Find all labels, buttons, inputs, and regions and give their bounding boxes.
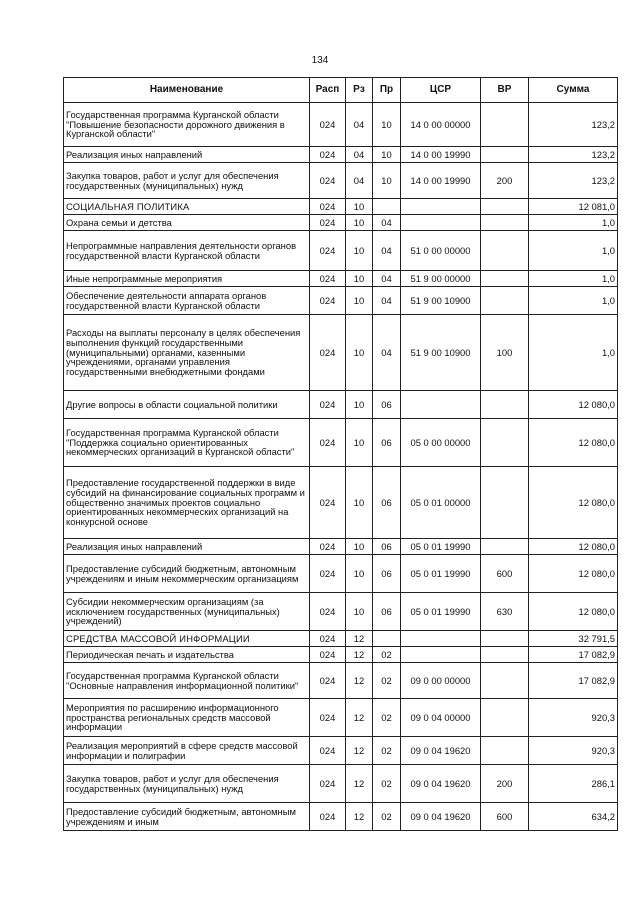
cell-rz: 10 [346, 391, 373, 419]
cell-rz: 12 [346, 765, 373, 803]
cell-sum: 32 791,5 [529, 631, 618, 647]
cell-pr: 06 [373, 391, 401, 419]
cell-rz: 04 [346, 147, 373, 163]
cell-pr: 06 [373, 593, 401, 631]
cell-csr: 05 0 01 19990 [401, 593, 481, 631]
cell-pr [373, 199, 401, 215]
cell-sum: 1,0 [529, 271, 618, 287]
cell-csr: 51 9 00 10900 [401, 315, 481, 391]
cell-pr: 02 [373, 737, 401, 765]
cell-csr: 05 0 01 19990 [401, 555, 481, 593]
cell-vr [481, 467, 529, 539]
cell-sum: 12 080,0 [529, 539, 618, 555]
cell-pr: 06 [373, 467, 401, 539]
cell-vr [481, 647, 529, 663]
cell-vr: 600 [481, 555, 529, 593]
cell-pr: 06 [373, 555, 401, 593]
header-sum: Сумма [529, 78, 618, 103]
cell-rasp: 024 [310, 215, 346, 231]
cell-rasp: 024 [310, 631, 346, 647]
cell-rz: 10 [346, 467, 373, 539]
header-csr: ЦСР [401, 78, 481, 103]
cell-rz: 12 [346, 803, 373, 831]
cell-rasp: 024 [310, 467, 346, 539]
cell-sum: 17 082,9 [529, 647, 618, 663]
cell-sum: 1,0 [529, 287, 618, 315]
cell-rz: 10 [346, 215, 373, 231]
table-row [64, 315, 618, 391]
cell-rz: 10 [346, 271, 373, 287]
cell-name: Охрана семьи и детства [64, 215, 310, 231]
cell-sum: 12 080,0 [529, 593, 618, 631]
cell-csr: 05 0 01 19990 [401, 539, 481, 555]
cell-vr [481, 419, 529, 467]
cell-name: Субсидии некоммерческим организациям (за исключением государственных (муниципальных) учреждений) [64, 593, 310, 631]
table-row [64, 803, 618, 831]
cell-csr: 14 0 00 19990 [401, 147, 481, 163]
cell-sum: 12 080,0 [529, 391, 618, 419]
cell-sum: 123,2 [529, 163, 618, 199]
cell-sum: 634,2 [529, 803, 618, 831]
cell-csr: 51 9 00 10900 [401, 287, 481, 315]
cell-rz: 12 [346, 631, 373, 647]
table-row [64, 147, 618, 163]
cell-name: Закупка товаров, работ и услуг для обеспечения государственных (муниципальных) нужд [64, 163, 310, 199]
cell-rz: 10 [346, 315, 373, 391]
cell-vr [481, 699, 529, 737]
cell-sum: 920,3 [529, 699, 618, 737]
cell-rasp: 024 [310, 103, 346, 147]
cell-sum: 123,2 [529, 103, 618, 147]
cell-name: Предоставление субсидий бюджетным, автономным учреждениям и иным некоммерческим организациям [64, 555, 310, 593]
cell-sum: 12 080,0 [529, 419, 618, 467]
cell-sum: 123,2 [529, 147, 618, 163]
cell-name: Предоставление государственной поддержки в виде субсидий на финансирование социальных программ и общественно значимых проектов социально ориентированных некоммерческих организаций на конкурсной основе [64, 467, 310, 539]
header-row [64, 78, 618, 103]
header-rz: Рз [346, 78, 373, 103]
cell-rasp: 024 [310, 803, 346, 831]
cell-vr: 100 [481, 315, 529, 391]
cell-pr: 04 [373, 287, 401, 315]
cell-csr [401, 215, 481, 231]
cell-name: Предоставление субсидий бюджетным, автономным учреждениям и иным [64, 803, 310, 831]
cell-name: Закупка товаров, работ и услуг для обеспечения государственных (муниципальных) нужд [64, 765, 310, 803]
budget-table [63, 77, 618, 831]
cell-rz: 04 [346, 163, 373, 199]
table-row [64, 737, 618, 765]
cell-sum: 286,1 [529, 765, 618, 803]
cell-vr [481, 103, 529, 147]
cell-vr [481, 147, 529, 163]
cell-rasp: 024 [310, 647, 346, 663]
cell-rz: 04 [346, 103, 373, 147]
cell-name: Другие вопросы в области социальной политики [64, 391, 310, 419]
table-row [64, 467, 618, 539]
cell-rasp: 024 [310, 539, 346, 555]
table-row [64, 555, 618, 593]
cell-name: Государственная программа Курганской области "Поддержка социально ориентированных некоммерческих организаций в Курганской области" [64, 419, 310, 467]
cell-sum: 12 080,0 [529, 467, 618, 539]
cell-pr: 10 [373, 163, 401, 199]
cell-csr [401, 199, 481, 215]
cell-pr: 02 [373, 663, 401, 699]
cell-csr: 14 0 00 19990 [401, 163, 481, 199]
cell-name: Реализация иных направлений [64, 147, 310, 163]
cell-pr: 02 [373, 803, 401, 831]
cell-pr: 10 [373, 147, 401, 163]
cell-rasp: 024 [310, 231, 346, 271]
cell-vr: 200 [481, 765, 529, 803]
cell-vr [481, 231, 529, 271]
table-row [64, 647, 618, 663]
cell-name: СРЕДСТВА МАССОВОЙ ИНФОРМАЦИИ [64, 631, 310, 647]
cell-pr: 06 [373, 419, 401, 467]
table-row [64, 539, 618, 555]
table-row [64, 631, 618, 647]
cell-rasp: 024 [310, 315, 346, 391]
table-row [64, 593, 618, 631]
cell-vr [481, 631, 529, 647]
cell-pr: 04 [373, 271, 401, 287]
cell-rz: 10 [346, 593, 373, 631]
cell-vr: 200 [481, 163, 529, 199]
cell-pr: 06 [373, 539, 401, 555]
cell-name: Реализация мероприятий в сфере средств массовой информации и полиграфии [64, 737, 310, 765]
cell-sum: 1,0 [529, 231, 618, 271]
cell-csr: 14 0 00 00000 [401, 103, 481, 147]
cell-pr: 02 [373, 699, 401, 737]
cell-vr: 600 [481, 803, 529, 831]
cell-vr [481, 737, 529, 765]
cell-csr: 05 0 01 00000 [401, 467, 481, 539]
cell-csr [401, 631, 481, 647]
header-pr: Пр [373, 78, 401, 103]
cell-name: Непрограммные направления деятельности органов государственной власти Курганской области [64, 231, 310, 271]
cell-name: Государственная программа Курганской области "Повышение безопасности дорожного движения в Курганской области" [64, 103, 310, 147]
cell-sum: 12 081,0 [529, 199, 618, 215]
table-row [64, 287, 618, 315]
cell-rz: 10 [346, 419, 373, 467]
cell-name: Государственная программа Курганской области "Основные направления информационной политики" [64, 663, 310, 699]
cell-name: Мероприятия по расширению информационного пространства региональных средств массовой информации [64, 699, 310, 737]
cell-rz: 10 [346, 231, 373, 271]
cell-vr [481, 663, 529, 699]
table-row [64, 199, 618, 215]
cell-rasp: 024 [310, 593, 346, 631]
cell-name: Реализация иных направлений [64, 539, 310, 555]
cell-pr: 04 [373, 315, 401, 391]
cell-name: Иные непрограммные мероприятия [64, 271, 310, 287]
table-row [64, 391, 618, 419]
cell-pr: 10 [373, 103, 401, 147]
page-number: 134 [311, 55, 329, 66]
cell-vr [481, 287, 529, 315]
table-row [64, 271, 618, 287]
cell-pr: 04 [373, 215, 401, 231]
cell-rz: 12 [346, 663, 373, 699]
cell-vr [481, 271, 529, 287]
cell-csr: 09 0 04 19620 [401, 765, 481, 803]
cell-rz: 10 [346, 539, 373, 555]
cell-vr [481, 199, 529, 215]
cell-rasp: 024 [310, 663, 346, 699]
cell-csr: 51 0 00 00000 [401, 231, 481, 271]
header-rasp: Расп [310, 78, 346, 103]
cell-name: Периодическая печать и издательства [64, 647, 310, 663]
cell-rasp: 024 [310, 271, 346, 287]
cell-name: Расходы на выплаты персоналу в целях обеспечения выполнения функций государственными (муниципальными) органами, казенными учреждениями, органами управления государственными внебюджетными фондами [64, 315, 310, 391]
table-row [64, 419, 618, 467]
table-row [64, 215, 618, 231]
cell-rasp: 024 [310, 199, 346, 215]
cell-pr: 04 [373, 231, 401, 271]
cell-rasp: 024 [310, 555, 346, 593]
cell-rz: 12 [346, 699, 373, 737]
table-row [64, 663, 618, 699]
cell-vr [481, 539, 529, 555]
cell-rasp: 024 [310, 419, 346, 467]
cell-pr: 02 [373, 765, 401, 803]
cell-rasp: 024 [310, 147, 346, 163]
cell-rz: 12 [346, 737, 373, 765]
cell-csr: 05 0 00 00000 [401, 419, 481, 467]
table-row [64, 163, 618, 199]
cell-csr: 09 0 00 00000 [401, 663, 481, 699]
cell-rz: 10 [346, 287, 373, 315]
cell-vr [481, 215, 529, 231]
table-row [64, 765, 618, 803]
cell-rasp: 024 [310, 287, 346, 315]
cell-sum: 1,0 [529, 315, 618, 391]
cell-pr [373, 631, 401, 647]
table-row [64, 231, 618, 271]
cell-csr: 51 9 00 00000 [401, 271, 481, 287]
header-name: Наименование [64, 78, 310, 103]
cell-rz: 10 [346, 199, 373, 215]
cell-csr [401, 391, 481, 419]
cell-rasp: 024 [310, 163, 346, 199]
cell-csr: 09 0 04 00000 [401, 699, 481, 737]
cell-csr [401, 647, 481, 663]
cell-rz: 10 [346, 555, 373, 593]
cell-sum: 920,3 [529, 737, 618, 765]
table-row [64, 699, 618, 737]
cell-rz: 12 [346, 647, 373, 663]
header-vr: ВР [481, 78, 529, 103]
cell-rasp: 024 [310, 391, 346, 419]
cell-rasp: 024 [310, 737, 346, 765]
cell-rasp: 024 [310, 699, 346, 737]
cell-sum: 12 080,0 [529, 555, 618, 593]
cell-csr: 09 0 04 19620 [401, 737, 481, 765]
cell-sum: 1,0 [529, 215, 618, 231]
cell-vr: 630 [481, 593, 529, 631]
cell-sum: 17 082,9 [529, 663, 618, 699]
cell-rasp: 024 [310, 765, 346, 803]
cell-csr: 09 0 04 19620 [401, 803, 481, 831]
table-row [64, 103, 618, 147]
cell-name: Обеспечение деятельности аппарата органов государственной власти Курганской области [64, 287, 310, 315]
cell-pr: 02 [373, 647, 401, 663]
cell-vr [481, 391, 529, 419]
cell-name: СОЦИАЛЬНАЯ ПОЛИТИКА [64, 199, 310, 215]
